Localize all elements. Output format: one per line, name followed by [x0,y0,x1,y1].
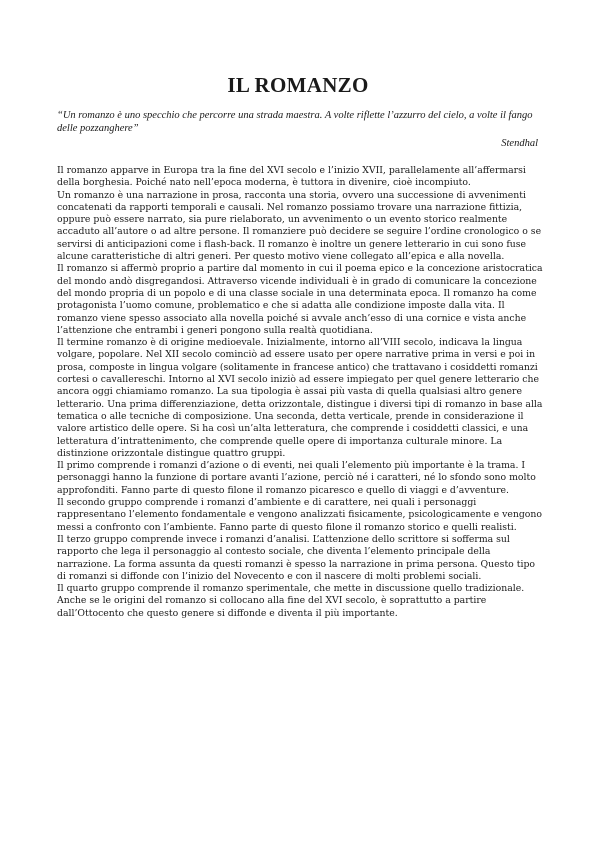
body-text [57,165,545,620]
paragraph: Anche se le origini del romanzo si collocano alla fine del XVI secolo, è soprattutto a partire dall’Ottocento che questo genere si diffonde e diventa il più importante. [57,595,487,619]
paragraph: Il quarto gruppo comprende il romanzo sperimentale, che mette in discussione quello tradizionale. [57,583,525,595]
paragraph: Il primo comprende i romanzi d’azione o di eventi, nei quali l’elemento più importante è la trama. I personaggi hanno la funzione di portare avanti l’azione, perciò né i caratteri, né lo sfondo sono molto approfonditi. Fanno parte di questo filone il romanzo picaresco e quello di viaggi e d’avventure. [57,460,536,496]
epigraph-quote: “Un romanzo è uno specchio che percorre una strada maestra. A volte riflette l’azzurro del cielo, a volte il fango delle pozzanghere” [57,110,533,134]
paragraph: Il romanzo apparve in Europa tra la fine del XVI secolo e l’inizio XVII, parallelamente all’affermarsi della borghesia. Poiché nato nell’epoca moderna, è tuttora in divenire, cioè incompiuto. [57,165,526,189]
paragraph: Il romanzo si affermò proprio a partire dal momento in cui il poema epico e la concezione aristocratica del mondo andò disgregandosi. Attraverso vicende individuali è in grado di comunicare la concezione del mondo propria di un popolo e di una classe sociale in una determinata epoca. Il romanzo ha come protagonista l’uomo comune, problematico e che si adatta alle condizione imposte dalla vita. Il romanzo viene spesso associato alla novella poiché si avvale anch’esso di una cornice e vista anche l’attenzione che entrambi i generi pongono sulla realtà quotidiana. [57,263,543,336]
page-title: IL ROMANZO [227,73,369,97]
paragraph: Il secondo gruppo comprende i romanzi d’ambiente e di carattere, nei quali i personaggi rappresentano l’elemento fondamentale e vengono analizzati fisicamente, psicologicamente e vengono messi a confronto con l’ambiente. Fanno parte di questo filone il romanzo storico e quelli realisti. [57,497,542,533]
epigraph-author: Stendhal [501,138,538,149]
paragraph: Il terzo gruppo comprende invece i romanzi d’analisi. L’attenzione dello scrittore si sofferma sul rapporto che lega il personaggio al contesto sociale, che diventa l’elemento principale della narrazione. La forma assunta da questi romanzi è spesso la narrazione in prima persona. Questo tipo di romanzi si diffonde con l’inizio del Novecento e con il nascere di molti problemi sociali. [57,533,535,582]
paragraph: Il termine romanzo è di origine medioevale. Inizialmente, intorno all’VIII secolo, indicava la lingua volgare, popolare. Nel XII secolo cominciò ad essere usato per opere narrative prima in versi e poi in prosa, composte in lingua volgare (solitamente in francese antico) che trattavano i cosiddetti romanzi cortesi o cavallereschi. Intorno al XVI secolo iniziò ad essere impiegato per quel genere letterario che ancora oggi chiamiamo romanzo. La sua tipologia è assai più vasta di quella qualsiasi altro genere letterario. Una prima differenziazione, detta orizzontale, distingue i diversi tipi di romanzo in base alla tematica o alle tecniche di composizione. Una seconda, detta verticale, prende in considerazione il valore artistico delle opere. Si ha così un’alta letteratura, che comprende i cosiddetti classici, e una letteratura d’intrattenimento, che comprende quelle opere di importanza culturale minore. La distinzione orizzontale distingue quattro gruppi. [57,337,543,459]
paragraph: Un romanzo è una narrazione in prosa, racconta una storia, ovvero una successione di avvenimenti concatenati da rapporti temporali e causali. Nel romanzo possiamo trovare una narrazione fittizia, oppure può essere narrato, sia pure rielaborato, un avvenimento o un evento storico realmente accaduto all’autore o ad altre persone. Il romanziere può decidere se seguire l’ordine cronologico o se servirsi di anticipazioni come i flash-back. Il romanzo è inoltre un genere letterario in cui sono fuse alcune caratteristiche di altri generi. Per questo motivo viene collegato all’epica e alla novella. [57,189,542,263]
